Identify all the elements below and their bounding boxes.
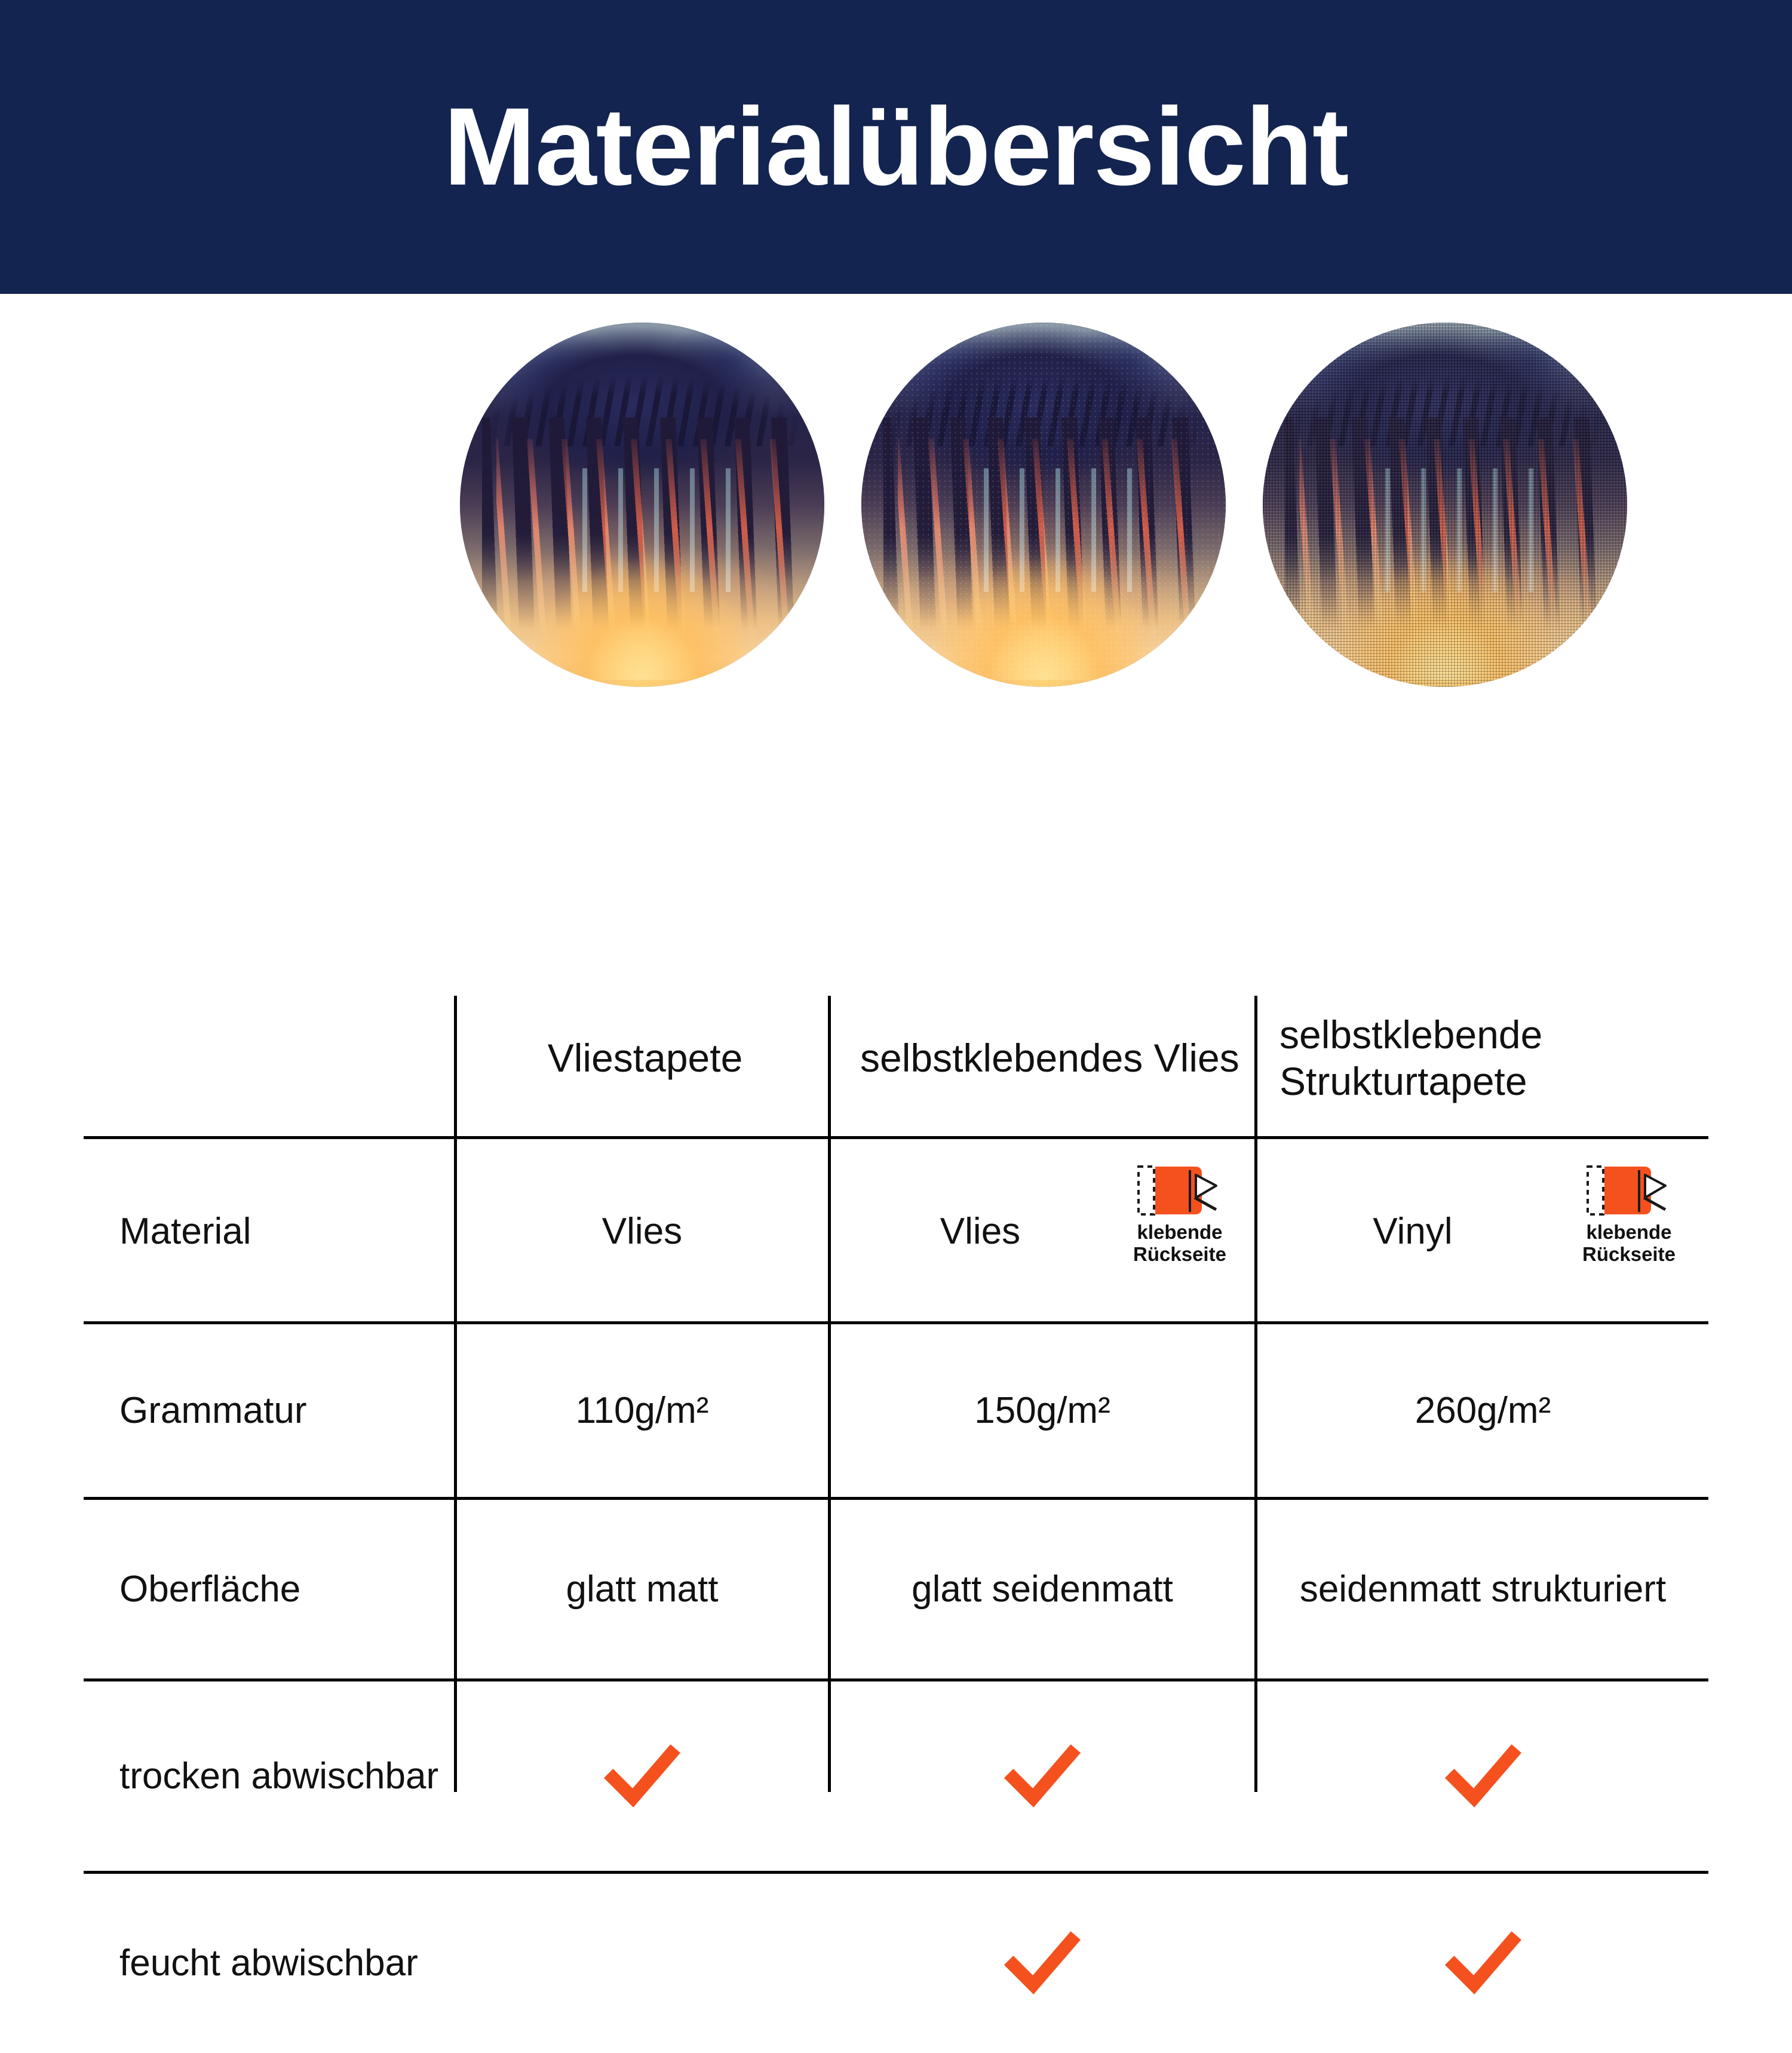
cell-material-vliestapete: Vlies xyxy=(602,1211,683,1253)
material-comparison-table xyxy=(0,294,1792,1984)
cell-material-selbstklebendes-vlies: Vlies xyxy=(940,1211,1021,1253)
adhesive-back-badge-col3 xyxy=(1560,1163,1698,1266)
check-icon xyxy=(1004,1925,1081,2002)
cell-material-selbstklebende-strukturtapete: Vinyl xyxy=(1373,1211,1453,1253)
wallpaper-swatch-selbstklebendes-vlies xyxy=(861,323,1226,687)
cell-feucht-abwischbar-selbstklebendes-vlies xyxy=(831,1874,1254,2053)
cell-feucht-abwischbar-selbstklebende-strukturtapete xyxy=(1257,1874,1708,2053)
texture-overlay-dotted xyxy=(861,323,1226,687)
texture-overlay-canvas xyxy=(1263,323,1627,687)
cell-trocken-abwischbar-selbstklebendes-vlies xyxy=(831,1681,1254,1871)
cell-trocken-abwischbar-selbstklebende-strukturtapete xyxy=(1257,1681,1708,1871)
check-icon xyxy=(1445,1925,1521,2002)
column-header-selbstklebende-strukturtapete: selbstklebende Strukturtapete xyxy=(1279,1012,1543,1103)
page-title: Materialübersicht xyxy=(443,85,1349,208)
cell-oberflaeche-vliestapete: glatt matt xyxy=(566,1569,719,1610)
adhesive-back-icon xyxy=(1584,1163,1674,1218)
check-icon xyxy=(1445,1738,1521,1815)
cell-grammatur-vliestapete: 110g/m² xyxy=(575,1390,709,1432)
check-icon xyxy=(1004,1738,1081,1815)
cell-trocken-abwischbar-vliestapete xyxy=(457,1681,827,1871)
adhesive-back-badge-label: klebende Rückseite xyxy=(1133,1221,1226,1265)
row-label-trocken-abwischbar: trocken abwischbar xyxy=(119,1756,439,1797)
divider-header xyxy=(84,1136,1708,1139)
artwork-preview xyxy=(460,323,824,687)
cell-oberflaeche-selbstklebendes-vlies: glatt seidenmatt xyxy=(912,1569,1173,1610)
header-banner xyxy=(0,0,1792,294)
adhesive-back-badge-label: klebende Rückseite xyxy=(1582,1221,1676,1265)
row-label-feucht-abwischbar: feucht abwischbar xyxy=(119,1942,418,1984)
wallpaper-swatch-selbstklebende-strukturtapete xyxy=(1263,323,1627,687)
check-icon xyxy=(604,1738,680,1815)
adhesive-back-icon xyxy=(1135,1163,1225,1218)
row-label-grammatur: Grammatur xyxy=(119,1390,307,1432)
row-label-material: Material xyxy=(119,1211,251,1253)
cell-oberflaeche-selbstklebende-strukturtapete: seidenmatt strukturiert xyxy=(1299,1569,1667,1610)
cell-grammatur-selbstklebende-strukturtapete: 260g/m² xyxy=(1414,1390,1551,1432)
row-label-oberflaeche: Oberfläche xyxy=(119,1569,301,1610)
adhesive-back-badge-col2 xyxy=(1111,1163,1248,1266)
cell-grammatur-selbstklebendes-vlies: 150g/m² xyxy=(974,1390,1110,1432)
cell-feucht-abwischbar-vliestapete xyxy=(457,1874,827,2053)
column-header-vliestapete: Vliestapete xyxy=(547,1036,743,1081)
wallpaper-swatch-vliestapete xyxy=(460,323,824,687)
column-header-selbstklebendes-vlies: selbstklebendes Vlies xyxy=(860,1036,1239,1081)
swatch-row xyxy=(460,318,1655,700)
